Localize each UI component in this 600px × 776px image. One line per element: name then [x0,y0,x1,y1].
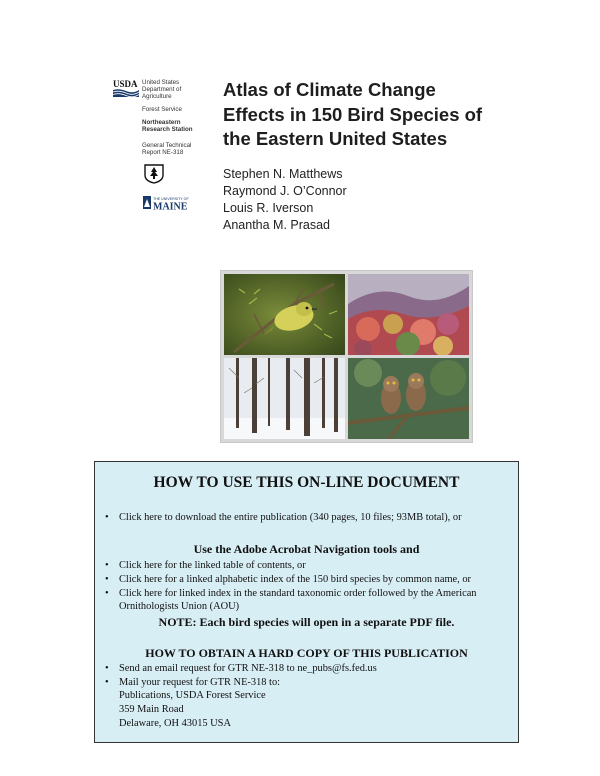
alpha-index-link[interactable]: • Click here for a linked alphabetic index of the 150 bird species by common name, or [105,574,472,585]
page-title: Atlas of Climate Change Effects in 150 Bird Species of the Eastern United States [223,79,483,149]
forest-service-shield-icon [144,164,164,184]
mailing-address: Publications, USDA Forest Service 359 Main Road Delaware, OH 43015 USA [119,690,266,729]
usda-logo [113,79,139,97]
author: Anantha M. Prasad [223,218,331,232]
mail-request: • Mail your request for GTR NE-318 to: [105,677,281,688]
cover-photo-collage [220,270,473,443]
aou-index-link[interactable]: • Click here for linked index in the standard taxonomic order followed by the American Ornithologists Union (AOU) [105,588,477,612]
toc-link[interactable]: • Click here for the linked table of contents, or [105,560,306,571]
umaine-logo [143,195,195,211]
email-request[interactable]: • Send an email request for GTR NE-318 to ne_pubs@fs.fed.us [105,663,377,674]
umaine-text: MAINE [153,201,188,211]
nav-tools-heading: Use the Adobe Acrobat Navigation tools and [193,542,420,556]
photo-autumn-forest [348,274,469,355]
author: Raymond J. O’Connor [223,184,347,198]
download-link[interactable]: • Click here to download the entire publication (340 pages, 10 files; 93MB total), or [105,512,462,523]
agency-dept: United States Department of Agriculture [142,79,182,100]
umaine-small-text: THE UNIVERSITY OF [153,197,189,201]
photo-owls [348,358,469,439]
photo-winter-forest [224,358,345,439]
how-to-use-heading: HOW TO USE THIS ON-LINE DOCUMENT [153,474,460,491]
agency-station: Northeastern Research Station [142,119,193,133]
author-list [223,166,347,234]
author: Stephen N. Matthews [223,167,343,181]
agency-report: General Technical Report NE-318 [142,142,192,156]
usda-logo-text: USDA [113,79,138,89]
photo-warbler [224,274,345,355]
hard-copy-heading: HOW TO OBTAIN A HARD COPY OF THIS PUBLICATION [145,646,468,660]
note-text: NOTE: Each bird species will open in a separate PDF file. [158,615,455,629]
how-to-use-box [94,461,519,743]
author: Louis R. Iverson [223,201,314,215]
agency-service: Forest Service [142,106,182,113]
